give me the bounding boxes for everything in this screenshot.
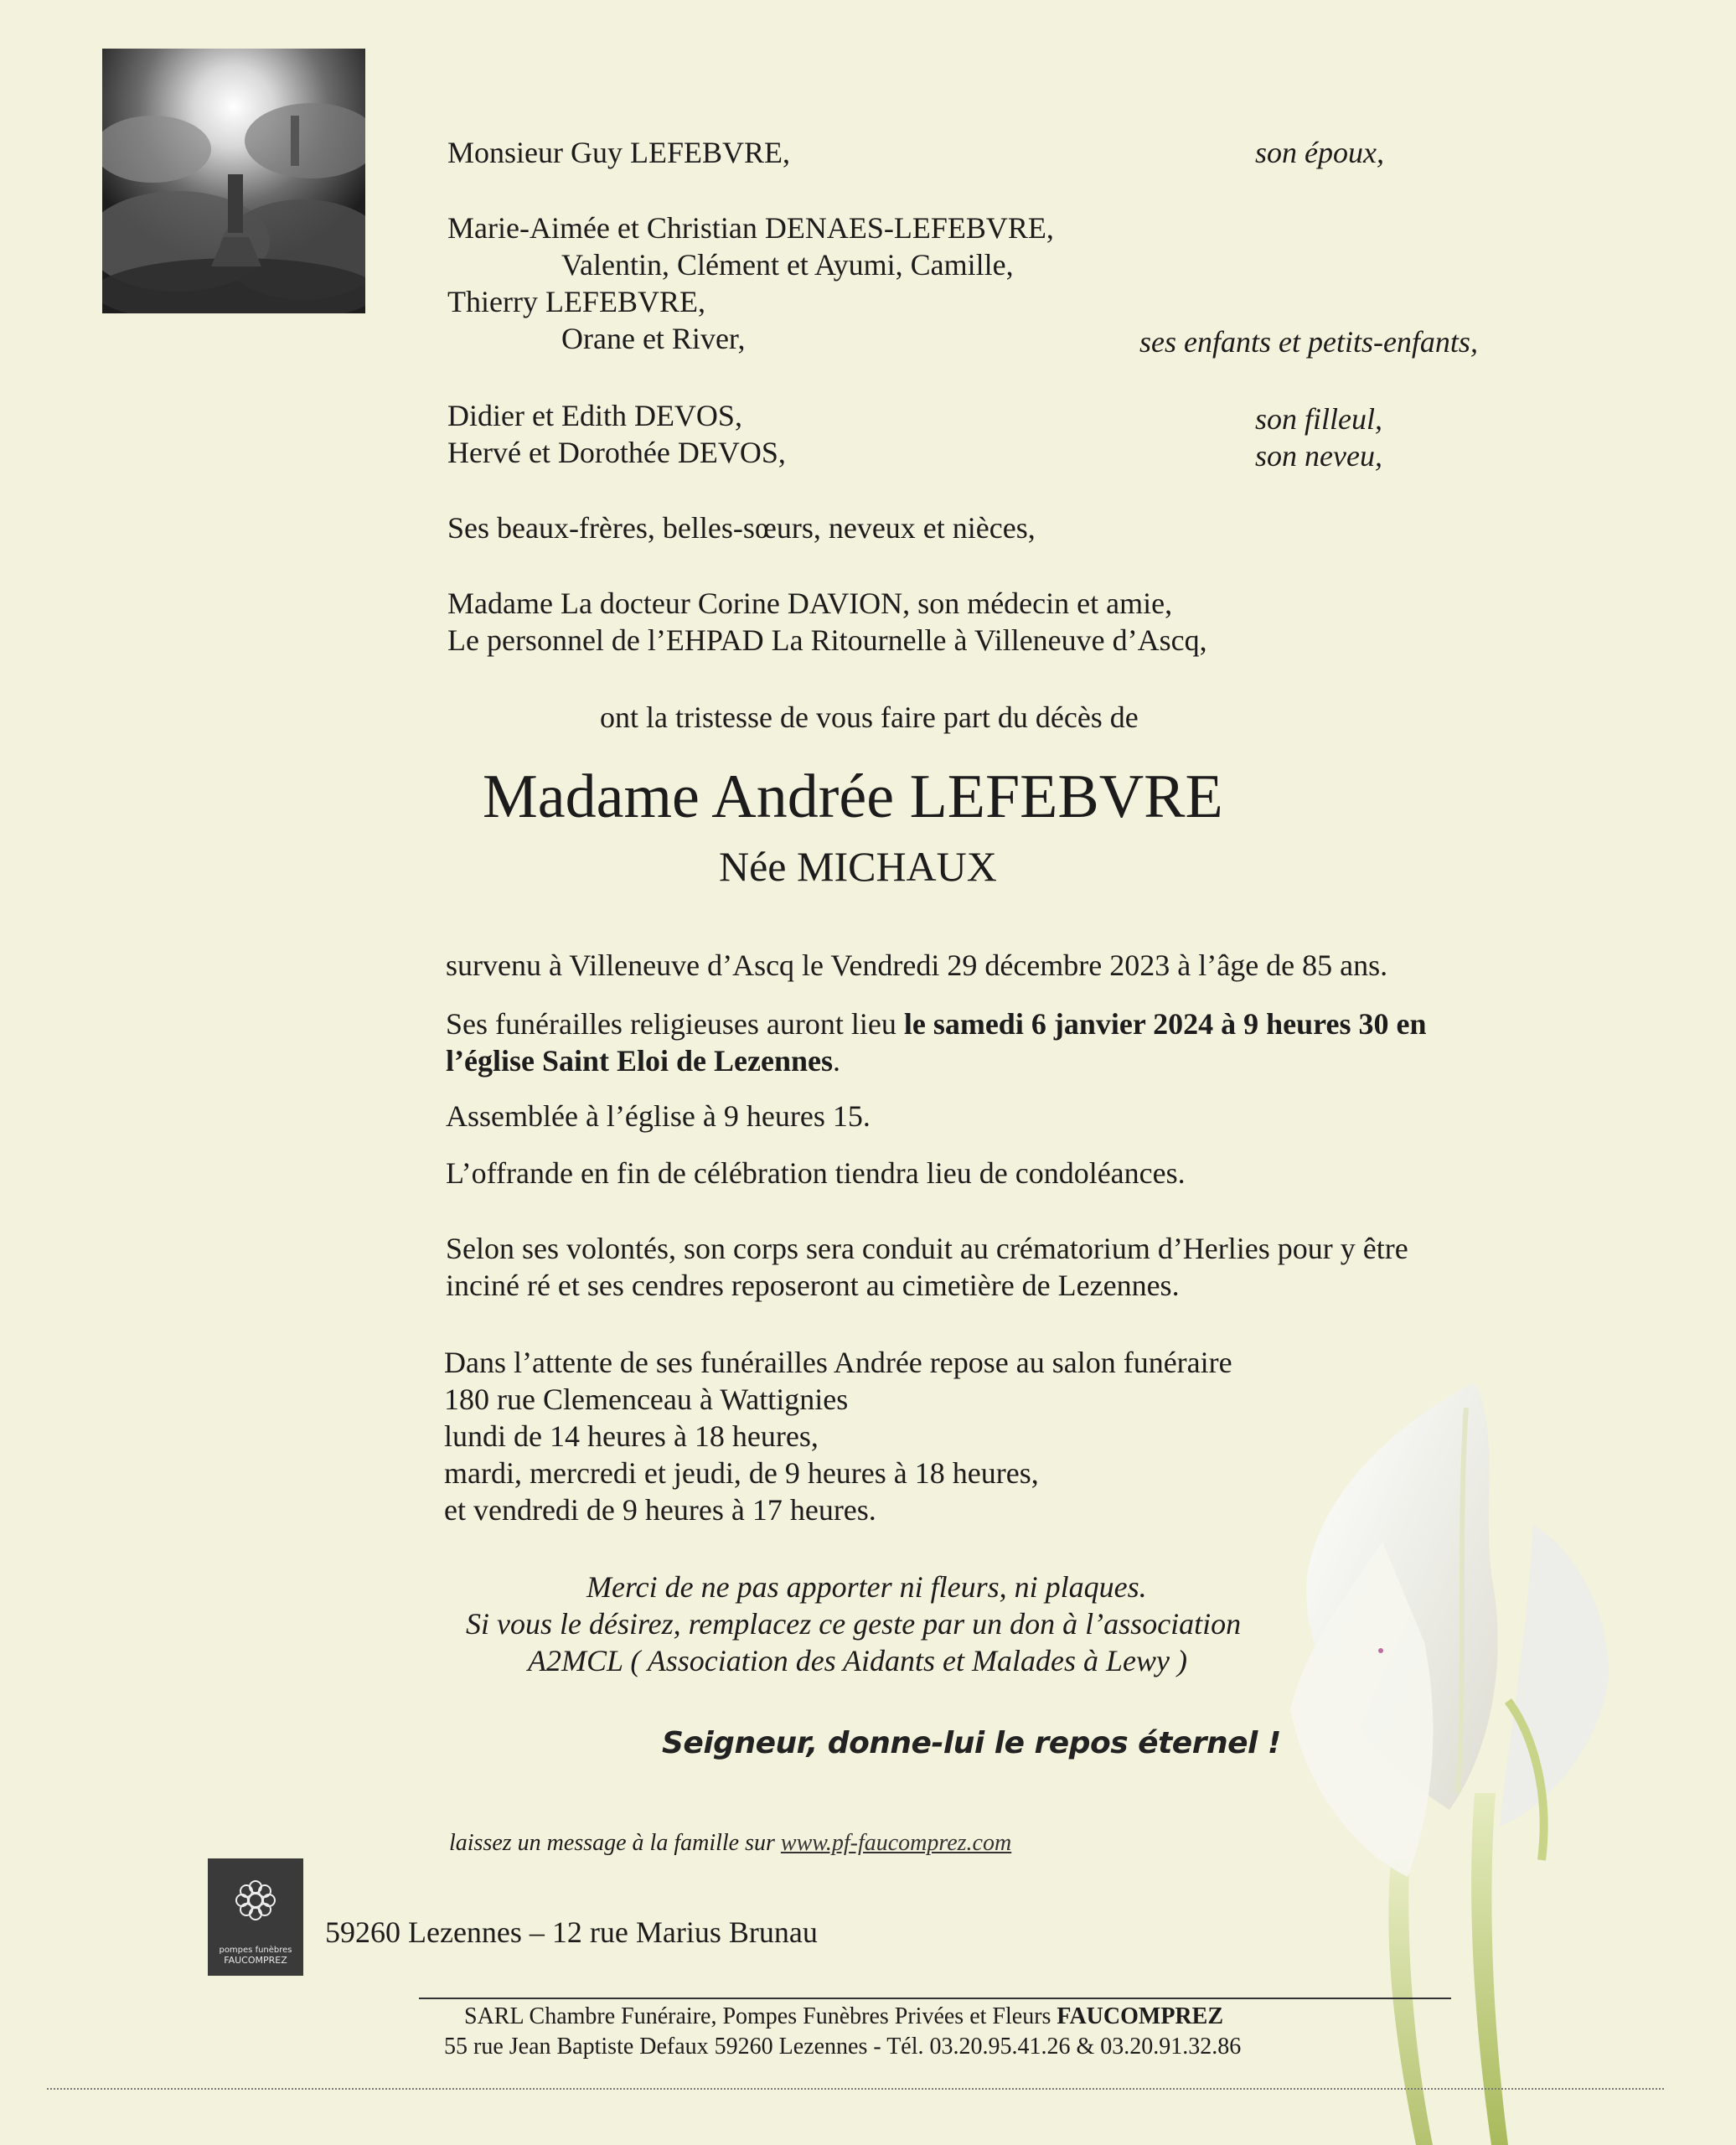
family-line-grandchildren-2: Orane et River, bbox=[561, 322, 746, 355]
logo-brand: FAUCOMPREZ bbox=[224, 1955, 287, 1966]
family-line-daughter: Marie-Aimée et Christian DENAES-LEFEBVRE, bbox=[447, 211, 1054, 245]
funeral-end: . bbox=[833, 1044, 840, 1078]
role-godson: son filleul, bbox=[1255, 402, 1382, 436]
family-line-doctor: Madame La docteur Corine DAVION, son médecin et amie, bbox=[447, 587, 1173, 620]
visiting-line-1: Dans l’attente de ses funérailles Andrée repose au salon funéraire bbox=[444, 1346, 1232, 1379]
wishes-line-2: inciné ré et ses cendres reposeront au cimetière de Lezennes. bbox=[446, 1269, 1180, 1302]
request-line-1: Merci de ne pas apporter ni fleurs, ni plaques. bbox=[586, 1570, 1147, 1604]
family-line-son: Thierry LEFEBVRE, bbox=[447, 285, 705, 318]
logo-subtitle: pompes funèbres bbox=[219, 1946, 292, 1955]
family-line-nephew: Hervé et Dorothée DEVOS, bbox=[447, 436, 786, 469]
assembly-time: Assemblée à l’église à 9 heures 15. bbox=[446, 1099, 871, 1133]
footer-contact: 55 rue Jean Baptiste Defaux 59260 Lezennes - Tél. 03.20.95.41.26 & 03.20.91.32.86 bbox=[444, 2034, 1242, 2060]
deceased-name: Madame Andrée LEFEBVRE bbox=[483, 762, 1223, 831]
announcement: ont la tristesse de vous faire part du décès de bbox=[600, 700, 1139, 734]
offering-note: L’offrande en fin de célébration tiendra lieu de condoléances. bbox=[446, 1156, 1186, 1190]
request-line-3: A2MCL ( Association des Aidants et Malades à Lewy ) bbox=[528, 1644, 1187, 1677]
website-link[interactable]: www.pf-faucomprez.com bbox=[780, 1830, 1012, 1856]
address: 59260 Lezennes – 12 rue Marius Brunau bbox=[325, 1915, 818, 1949]
funeral-line-1 bbox=[446, 1005, 1426, 1042]
visiting-address: 180 rue Clemenceau à Wattignies bbox=[444, 1383, 849, 1416]
deceased-maiden-name: Née MICHAUX bbox=[719, 843, 997, 890]
message-prefix: laissez un message à la famille sur bbox=[449, 1830, 781, 1856]
family-line-godson: Didier et Edith DEVOS, bbox=[447, 399, 742, 432]
funeral-church: l’église Saint Eloi de Lezennes bbox=[446, 1044, 833, 1078]
bottom-dotted-line bbox=[47, 2088, 1664, 2090]
visiting-friday: et vendredi de 9 heures à 17 heures. bbox=[444, 1493, 876, 1527]
flower-emblem-icon bbox=[230, 1875, 281, 1925]
calla-lily-illustration bbox=[1257, 1357, 1726, 2145]
visiting-midweek: mardi, mercredi et jeudi, de 9 heures à 18 heures, bbox=[444, 1456, 1039, 1490]
blessing: Seigneur, donne-lui le repos éternel ! bbox=[662, 1726, 1281, 1760]
family-line-ehpad: Le personnel de l’EHPAD La Ritournelle à Villeneuve d’Ascq, bbox=[447, 623, 1207, 657]
footer-divider bbox=[419, 1998, 1451, 1999]
funeral-date: le samedi 6 janvier 2024 à 9 heures 30 en bbox=[903, 1007, 1427, 1041]
family-line-in-laws: Ses beaux-frères, belles-sœurs, neveux et nièces, bbox=[447, 511, 1036, 545]
funeral-intro: Ses funérailles religieuses auront lieu bbox=[446, 1007, 904, 1041]
footer-company-desc: SARL Chambre Funéraire, Pompes Funèbres Privées et Fleurs bbox=[464, 2003, 1057, 2029]
role-nephew: son neveu, bbox=[1255, 439, 1382, 473]
message-note bbox=[449, 1830, 1011, 1857]
family-line-grandchildren-1: Valentin, Clément et Ayumi, Camille, bbox=[561, 248, 1014, 282]
request-line-2: Si vous le désirez, remplacez ce geste par un don à l’association bbox=[466, 1607, 1242, 1641]
role-children: ses enfants et petits-enfants, bbox=[1139, 325, 1478, 359]
death-details: survenu à Villeneuve d’Ascq le Vendredi 29 décembre 2023 à l’âge de 85 ans. bbox=[446, 948, 1388, 982]
faucomprez-logo bbox=[208, 1858, 303, 1976]
wishes-line-1: Selon ses volontés, son corps sera conduit au crématorium d’Herlies pour y être bbox=[446, 1232, 1408, 1265]
funeral-line-2 bbox=[446, 1042, 840, 1079]
role-husband: son époux, bbox=[1255, 136, 1384, 169]
family-line-husband: Monsieur Guy LEFEBVRE, bbox=[447, 136, 790, 169]
footer-company-name: FAUCOMPREZ bbox=[1057, 2003, 1223, 2029]
heaven-photo bbox=[102, 49, 365, 313]
visiting-monday: lundi de 14 heures à 18 heures, bbox=[444, 1419, 819, 1453]
footer-company bbox=[464, 2003, 1223, 2031]
